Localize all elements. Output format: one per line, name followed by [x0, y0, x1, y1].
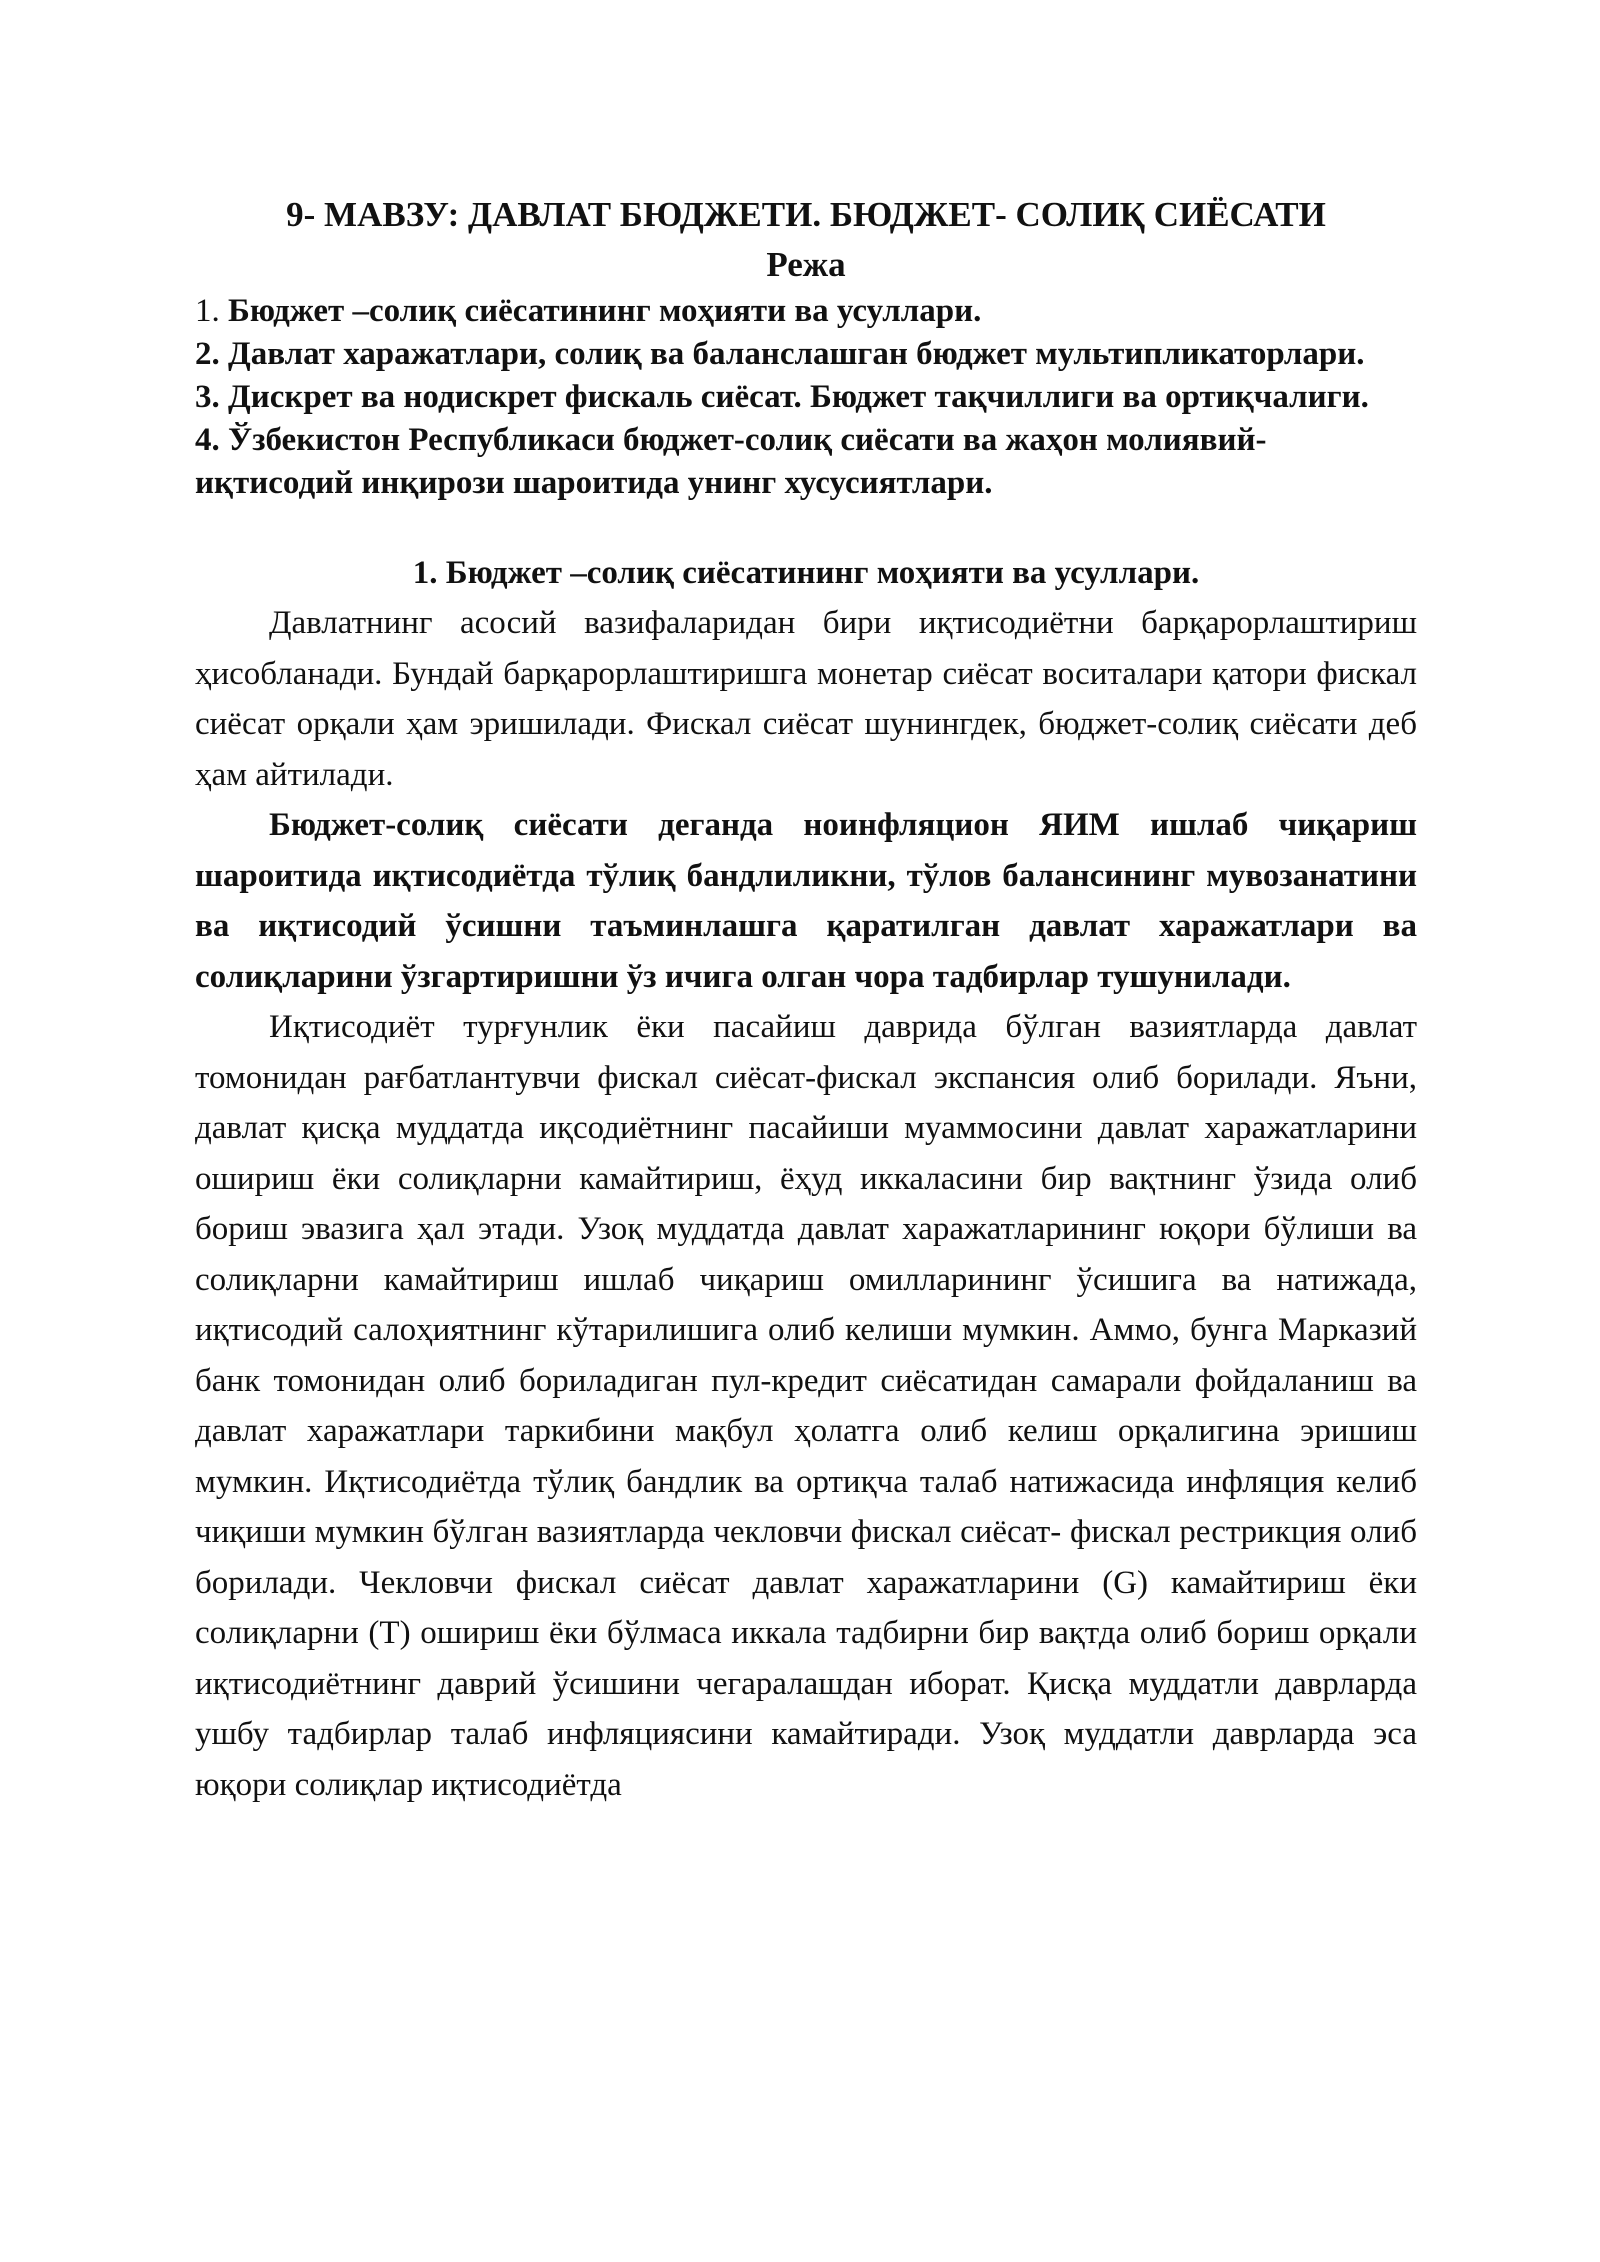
plan-item-number: 3.: [195, 379, 220, 415]
document-title: 9- МАВЗУ: ДАВЛАТ БЮДЖЕТИ. БЮДЖЕТ- СОЛИҚ СИЁСАТИ: [286, 195, 1326, 234]
plan-item-text: Ўзбекистон Республикаси бюджет-солиқ сиёсати ва жаҳон молиявий-иқтисодий инқирози шароитида унинг хусусиятлари.: [195, 422, 1267, 501]
plan-item: [195, 290, 1417, 333]
plan-item-text: Давлат харажатлари, солиқ ва баланслашган бюджет мультипликаторлари.: [228, 336, 1365, 372]
document-page: [195, 190, 1417, 1810]
plan-item: [195, 419, 1417, 505]
plan-item-number: 1.: [195, 293, 220, 329]
section-heading: 1. Бюджет –солиқ сиёсатининг моҳияти ва усуллари.: [412, 555, 1200, 591]
plan-item: [195, 333, 1417, 376]
body-paragraph: Иқтисодиёт турғунлик ёки пасайиш даврида бўлган вазиятларда давлат томонидан рағбатлантувчи фискал сиёсат-фискал экспансия олиб борилади. Яъни, давлат қисқа муддатда иқсодиётнинг пасайиши муаммосини давлат харажатларини ошириш ёки солиқларни камайтириш, ёҳуд иккаласини бир вақтнинг ўзида олиб бориш эвазига ҳал этади. Узоқ муддатда давлат харажатларининг юқори бўлиши ва солиқларни камайтириш ишлаб чиқариш омилларининг ўсишига ва натижада, иқтисодий салоҳиятнинг кўтарилишига олиб келиши мумкин. Аммо, бунга Марказий банк томонидан олиб бориладиган пул-кредит сиёсатидан самарали фойдаланиш ва давлат харажатлари таркибини мақбул ҳолатга олиб келиш орқалигина эришиш мумкин. Иқтисодиётда тўлиқ бандлик ва ортиқча талаб натижасида инфляция келиб чиқиши мумкин бўлган вазиятларда чекловчи фискал сиёсат- фискал рестрикция олиб борилади. Чекловчи фискал сиёсат давлат харажатларини (G) камайтириш ёки солиқларни (T) ошириш ёки бўлмаса иккала тадбирни бир вақтда олиб бориш орқали иқтисодиётнинг даврий ўсишини чегаралашдан иборат. Қисқа муддатли даврларда ушбу тадбирлар талаб инфляциясини камайтиради. Узоқ муддатли даврларда эса юқори солиқлар иқтисодиётда: [195, 1009, 1417, 1803]
plan-item-number: 4.: [195, 422, 220, 458]
plan-item: [195, 376, 1417, 419]
plan-heading: Режа: [766, 245, 846, 284]
plan-item-text: Бюджет –солиқ сиёсатининг моҳияти ва усуллари.: [228, 293, 982, 329]
plan-item-number: 2.: [195, 336, 220, 372]
plan-list: [195, 290, 1417, 505]
plan-item-text: Дискрет ва нодискрет фискаль сиёсат. Бюджет тақчиллиги ва ортиқчалиги.: [228, 379, 1369, 415]
body-paragraph: Давлатнинг асосий вазифаларидан бири иқтисодиётни барқарорлаштириш ҳисобланади. Бундай барқарорлаштиришга монетар сиёсат воситалари қатори фискал сиёсат орқали ҳам эришилади. Фискал сиёсат шунингдек, бюджет-солиқ сиёсати деб ҳам айтилади.: [195, 605, 1417, 793]
definition-paragraph: Бюджет-солиқ сиёсати деганда ноинфляцион ЯИМ ишлаб чиқариш шароитида иқтисодиётда тўлиқ бандлиликни, тўлов балансининг мувозанатини ва иқтисодий ўсишни таъминлашга қаратилган давлат харажатлари ва солиқларини ўзгартиришни ўз ичига олган чора тадбирлар тушунилади.: [195, 807, 1417, 995]
